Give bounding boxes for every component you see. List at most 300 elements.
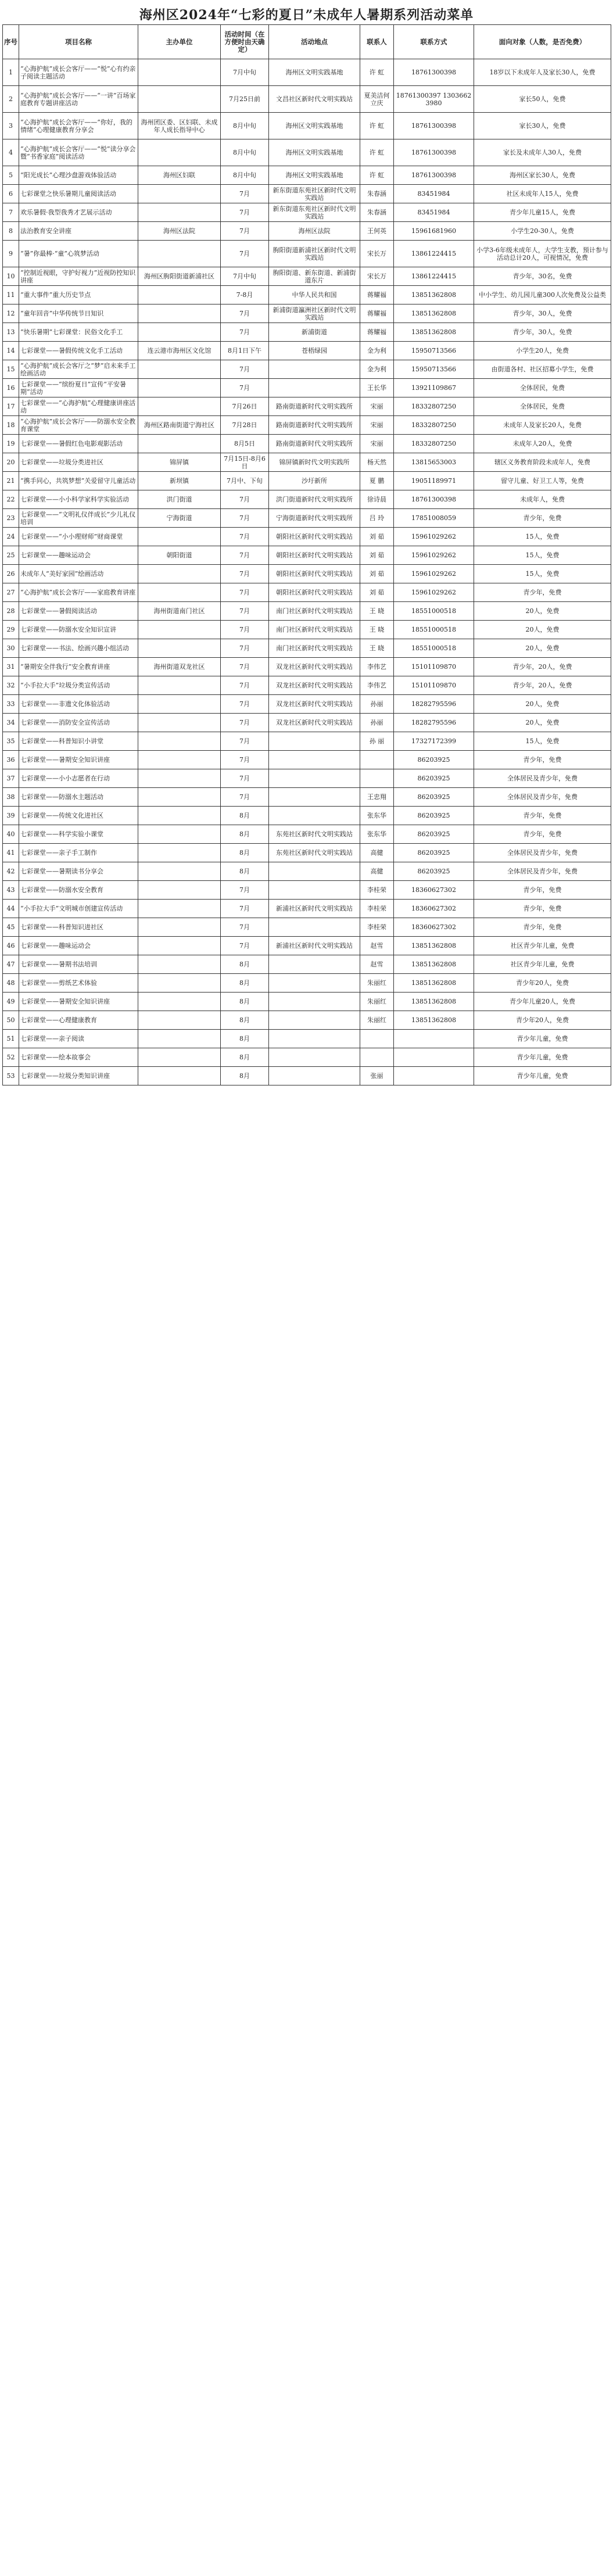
target-audience: 青少年，免费 [474, 881, 611, 900]
activity-location: 朝阳社区新时代文明实践站 [269, 528, 360, 546]
contact-person: 朱丽红 [360, 974, 394, 993]
activity-name: “控制近视眼，守护好视力”近视防控知识讲座 [19, 267, 138, 286]
target-audience: 家长30人，免费 [474, 113, 611, 139]
activity-location: 海州区文明实践基地 [269, 166, 360, 185]
target-audience: 全体居民及青少年，免费 [474, 844, 611, 862]
activity-location: 新东街道东苑社区新时代文明实践站 [269, 185, 360, 203]
contact-person: 宋丽 [360, 435, 394, 453]
table-row [3, 676, 611, 695]
contact-phone: 86203925 [394, 788, 474, 807]
table-row [3, 769, 611, 788]
contact-phone: 13851362808 [394, 955, 474, 974]
contact-person: 张东华 [360, 825, 394, 844]
activity-time: 8月1日下午 [221, 342, 269, 360]
target-audience: 青少年，免费 [474, 825, 611, 844]
table-row [3, 658, 611, 676]
column-header: 主办单位 [138, 25, 221, 59]
contact-person: 蒋耀福 [360, 323, 394, 342]
activity-time: 8月中旬 [221, 113, 269, 139]
activity-name: 七彩课堂——暑期安全知识讲座 [19, 751, 138, 769]
organizer [138, 844, 221, 862]
organizer: 海州区妇联 [138, 166, 221, 185]
contact-phone: 15961029262 [394, 583, 474, 602]
activity-name: 七彩课堂之快乐暑期儿童阅读活动 [19, 185, 138, 203]
activity-name: 七彩课堂——传统文化进社区 [19, 807, 138, 825]
organizer [138, 323, 221, 342]
column-header: 联系方式 [394, 25, 474, 59]
activity-name: 七彩课堂——非遗文化体验活动 [19, 695, 138, 714]
organizer [138, 1030, 221, 1048]
activity-name: 七彩课堂——暑期书法培训 [19, 955, 138, 974]
activity-location: 朝阳社区新时代文明实践站 [269, 583, 360, 602]
activity-time: 7月 [221, 937, 269, 955]
activity-name: 七彩课堂——趣味运动会 [19, 546, 138, 565]
table-row [3, 955, 611, 974]
contact-phone: 13851362808 [394, 304, 474, 323]
target-audience: 青少年，免费 [474, 509, 611, 528]
contact-person: 许 虹 [360, 113, 394, 139]
activity-time: 7月 [221, 241, 269, 267]
contact-person: 张丽 [360, 1067, 394, 1085]
activity-name: “心海护航”成长会客厅——“悦”读分享会暨“书香家庭”阅读活动 [19, 139, 138, 166]
contact-phone: 18761300398 [394, 59, 474, 86]
table-row [3, 546, 611, 565]
contact-person: 李桂荣 [360, 881, 394, 900]
activity-name: “心海护航”成长会客厅——防溺水安全教育课堂 [19, 416, 138, 435]
target-audience: 青少年，免费 [474, 918, 611, 937]
activity-time: 8月 [221, 974, 269, 993]
table-row [3, 1067, 611, 1085]
activity-location [269, 974, 360, 993]
table-row [3, 900, 611, 918]
row-number: 6 [3, 185, 19, 203]
activity-time: 7月 [221, 583, 269, 602]
row-number: 30 [3, 639, 19, 658]
activity-name: 七彩课堂——暑假阅读活动 [19, 602, 138, 621]
table-row [3, 881, 611, 900]
contact-phone: 83451984 [394, 185, 474, 203]
organizer [138, 59, 221, 86]
contact-person: 张东华 [360, 807, 394, 825]
activity-name: 七彩课堂——趣味运动会 [19, 937, 138, 955]
organizer: 洪门街道 [138, 490, 221, 509]
activity-name: 七彩课堂——暑假红色电影观影活动 [19, 435, 138, 453]
contact-phone: 86203925 [394, 769, 474, 788]
row-number: 8 [3, 222, 19, 241]
contact-person: 王何英 [360, 222, 394, 241]
activity-name: “暑期安全伴我行”安全教育讲座 [19, 658, 138, 676]
row-number: 26 [3, 565, 19, 583]
activity-name: “小手拉大手”文明城市创建宣传活动 [19, 900, 138, 918]
activity-time: 7月中旬 [221, 267, 269, 286]
activity-location: 新浦街道瀛洲社区新时代文明实践站 [269, 304, 360, 323]
activity-time: 7月 [221, 222, 269, 241]
contact-phone: 13861224415 [394, 267, 474, 286]
contact-person: 宋长万 [360, 267, 394, 286]
table-row [3, 472, 611, 490]
table-row [3, 751, 611, 769]
activity-location: 朐阳街道新浦社区新时代文明实践站 [269, 241, 360, 267]
row-number: 19 [3, 435, 19, 453]
row-number: 41 [3, 844, 19, 862]
activity-name: “童年回音”中华传统节日知识 [19, 304, 138, 323]
row-number: 36 [3, 751, 19, 769]
table-row [3, 435, 611, 453]
row-number: 20 [3, 453, 19, 472]
activity-name: 七彩课堂——“缤纷夏日”宣传“平安暑期”活动 [19, 379, 138, 397]
row-number: 7 [3, 203, 19, 222]
activity-location: 沙圩新所 [269, 472, 360, 490]
contact-person: 许 虹 [360, 59, 394, 86]
activity-location: 路南街道新时代文明实践所 [269, 397, 360, 416]
contact-person: 李伟艺 [360, 676, 394, 695]
organizer [138, 1048, 221, 1067]
activity-location [269, 862, 360, 881]
row-number: 32 [3, 676, 19, 695]
table-row [3, 788, 611, 807]
contact-phone: 18332807250 [394, 416, 474, 435]
activity-name: 七彩课堂——科学实验小课堂 [19, 825, 138, 844]
row-number: 10 [3, 267, 19, 286]
row-number: 24 [3, 528, 19, 546]
activity-time: 7月 [221, 509, 269, 528]
table-row [3, 86, 611, 113]
table-row [3, 602, 611, 621]
table-row [3, 509, 611, 528]
table-row [3, 993, 611, 1011]
activity-name: “阳光成长”心理沙盘游戏体验活动 [19, 166, 138, 185]
contact-person: 金为利 [360, 360, 394, 379]
activity-location: 新浦街道 [269, 323, 360, 342]
contact-person: 朱丽红 [360, 1011, 394, 1030]
contact-phone [394, 1030, 474, 1048]
table-row [3, 59, 611, 86]
activity-time: 7月 [221, 639, 269, 658]
activity-location: 新浦社区新时代文明实践站 [269, 900, 360, 918]
organizer [138, 639, 221, 658]
activity-location: 海州区文明实践基地 [269, 113, 360, 139]
activity-name: “携手同心，共筑梦想”关爱留守儿童活动 [19, 472, 138, 490]
row-number: 42 [3, 862, 19, 881]
row-number: 31 [3, 658, 19, 676]
activity-name: 七彩课堂——亲子手工制作 [19, 844, 138, 862]
target-audience: 20人，免费 [474, 602, 611, 621]
activity-location [269, 807, 360, 825]
activity-name: 七彩课堂——心理健康教育 [19, 1011, 138, 1030]
column-header: 活动地点 [269, 25, 360, 59]
activity-name: 七彩课堂——防溺水主题活动 [19, 788, 138, 807]
activity-name: “快乐暑期”七彩课堂：民俗文化手工 [19, 323, 138, 342]
organizer [138, 203, 221, 222]
organizer [138, 379, 221, 397]
activity-name: 七彩课堂——剪纸艺术体验 [19, 974, 138, 993]
target-audience: 全体居民，免费 [474, 379, 611, 397]
table-row [3, 1030, 611, 1048]
target-audience: 小学生20-30人，免费 [474, 222, 611, 241]
organizer [138, 304, 221, 323]
target-audience: 社区未成年人15人，免费 [474, 185, 611, 203]
organizer [138, 862, 221, 881]
contact-person: 刘 茹 [360, 565, 394, 583]
activity-location: 双龙社区新时代文明实践站 [269, 676, 360, 695]
row-number: 51 [3, 1030, 19, 1048]
table-row [3, 565, 611, 583]
table-body [3, 59, 611, 1085]
organizer [138, 788, 221, 807]
target-audience: 青少年儿童，免费 [474, 1048, 611, 1067]
target-audience: 18岁以下未成年人及家长30人，免费 [474, 59, 611, 86]
activity-location: 东苑社区新时代文明实践站 [269, 844, 360, 862]
table-row [3, 304, 611, 323]
organizer: 锦屏镇 [138, 453, 221, 472]
contact-phone: 15101109870 [394, 658, 474, 676]
table-row [3, 379, 611, 397]
activity-name: “小手拉大手”垃圾分类宣传活动 [19, 676, 138, 695]
table-row [3, 639, 611, 658]
target-audience: 15人，免费 [474, 546, 611, 565]
table-header-row [3, 25, 611, 59]
table-row [3, 1048, 611, 1067]
contact-person: 王 晓 [360, 621, 394, 639]
activity-time: 7月 [221, 714, 269, 732]
activity-time: 7月 [221, 695, 269, 714]
activity-name: “心海护航”成长会客厅——家庭教育讲座 [19, 583, 138, 602]
contact-person: 杨天然 [360, 453, 394, 472]
row-number: 9 [3, 241, 19, 267]
row-number: 33 [3, 695, 19, 714]
activity-time: 7月中旬 [221, 59, 269, 86]
activity-name: 法治教育安全讲座 [19, 222, 138, 241]
target-audience: 全体居民及青少年，免费 [474, 788, 611, 807]
table-row [3, 583, 611, 602]
organizer [138, 751, 221, 769]
activity-location [269, 1011, 360, 1030]
table-row [3, 397, 611, 416]
row-number: 11 [3, 286, 19, 304]
column-header: 序号 [3, 25, 19, 59]
activity-name: 七彩课堂——暑假传统文化手工活动 [19, 342, 138, 360]
contact-phone: 15961029262 [394, 546, 474, 565]
organizer [138, 621, 221, 639]
activity-location: 海州区文明实践基地 [269, 139, 360, 166]
activity-location: 新东街道东苑社区新时代文明实践站 [269, 203, 360, 222]
activity-time: 7月 [221, 602, 269, 621]
target-audience: 20人，免费 [474, 639, 611, 658]
contact-phone: 86203925 [394, 751, 474, 769]
activity-location: 双龙社区新时代文明实践站 [269, 714, 360, 732]
contact-person: 高健 [360, 862, 394, 881]
column-header: 活动时间（在方便时由天确定） [221, 25, 269, 59]
row-number: 2 [3, 86, 19, 113]
table-row [3, 185, 611, 203]
contact-person: 徐诗晨 [360, 490, 394, 509]
activity-location: 中华人民共和国 [269, 286, 360, 304]
contact-phone: 17851008059 [394, 509, 474, 528]
organizer [138, 881, 221, 900]
activity-name: “心海护航”成长会客厅——“一讲”百场家庭教育专题讲座活动 [19, 86, 138, 113]
activity-time: 8月 [221, 1011, 269, 1030]
activity-name: 七彩课堂——防溺水安全教育 [19, 881, 138, 900]
contact-phone: 15961029262 [394, 528, 474, 546]
contact-phone: 18761300397 13036623980 [394, 86, 474, 113]
row-number: 34 [3, 714, 19, 732]
row-number: 27 [3, 583, 19, 602]
row-number: 47 [3, 955, 19, 974]
target-audience: 留守儿童、好卫工人等，免费 [474, 472, 611, 490]
activity-location [269, 360, 360, 379]
table-row [3, 222, 611, 241]
contact-person: 朱丽红 [360, 993, 394, 1011]
row-number: 3 [3, 113, 19, 139]
activity-time: 7月 [221, 203, 269, 222]
activity-name: 七彩课堂——科普知识进社区 [19, 918, 138, 937]
table-row [3, 1011, 611, 1030]
contact-person: 夏 鹏 [360, 472, 394, 490]
organizer: 海州区朐阳街道新浦社区 [138, 267, 221, 286]
row-number: 50 [3, 1011, 19, 1030]
activity-location [269, 993, 360, 1011]
table-row [3, 714, 611, 732]
row-number: 40 [3, 825, 19, 844]
contact-person: 赵雪 [360, 937, 394, 955]
contact-person: 朱春涵 [360, 185, 394, 203]
contact-person: 宋丽 [360, 397, 394, 416]
contact-phone: 13851362808 [394, 974, 474, 993]
target-audience: 社区青少年儿童，免费 [474, 937, 611, 955]
activity-name: 未成年人“美好家园”绘画活动 [19, 565, 138, 583]
activity-location: 路南街道新时代文明实践所 [269, 435, 360, 453]
target-audience: 海州区家长30人，免费 [474, 166, 611, 185]
contact-phone: 13851362808 [394, 286, 474, 304]
table-row [3, 918, 611, 937]
column-header: 项目名称 [19, 25, 138, 59]
organizer [138, 825, 221, 844]
activity-time: 8月中旬 [221, 166, 269, 185]
table-row [3, 490, 611, 509]
contact-person: 许 虹 [360, 166, 394, 185]
activity-time: 7月 [221, 788, 269, 807]
activity-location: 文昌社区新时代文明实践站 [269, 86, 360, 113]
target-audience: 20人，免费 [474, 714, 611, 732]
organizer: 海州街道南门社区 [138, 602, 221, 621]
table-row [3, 360, 611, 379]
target-audience: 未成年人，免费 [474, 490, 611, 509]
contact-phone: 18360627302 [394, 918, 474, 937]
activity-location: 东苑社区新时代文明实践站 [269, 825, 360, 844]
organizer: 海州区路南街道宁海社区 [138, 416, 221, 435]
contact-phone: 15961681960 [394, 222, 474, 241]
activity-location [269, 1048, 360, 1067]
contact-person: 吕 玲 [360, 509, 394, 528]
activity-name: “心海护航”成长会客厅——“你好，我的情绪”心理健康教育分享会 [19, 113, 138, 139]
target-audience: 由街道各村、社区招募小学生，免费 [474, 360, 611, 379]
row-number: 48 [3, 974, 19, 993]
target-audience: 未成年人20人，免费 [474, 435, 611, 453]
contact-person [360, 751, 394, 769]
activity-time: 8月 [221, 862, 269, 881]
activity-name: 七彩课堂——垃圾分类进社区 [19, 453, 138, 472]
organizer: 朝阳街道 [138, 546, 221, 565]
row-number: 21 [3, 472, 19, 490]
organizer [138, 583, 221, 602]
contact-person: 李桂荣 [360, 918, 394, 937]
organizer: 海州街道双龙社区 [138, 658, 221, 676]
target-audience: 15人，免费 [474, 565, 611, 583]
organizer [138, 397, 221, 416]
contact-phone: 18282795596 [394, 695, 474, 714]
activity-name: 七彩课堂——“小小理财师”财商课堂 [19, 528, 138, 546]
contact-phone: 86203925 [394, 825, 474, 844]
row-number: 28 [3, 602, 19, 621]
activity-time: 7月 [221, 769, 269, 788]
activity-time: 7月 [221, 546, 269, 565]
row-number: 43 [3, 881, 19, 900]
organizer [138, 807, 221, 825]
organizer: 海州团区委、区妇联、未成年人成长指导中心 [138, 113, 221, 139]
activity-name: 七彩课堂——防溺水安全知识宣讲 [19, 621, 138, 639]
organizer [138, 695, 221, 714]
activity-time: 7月 [221, 185, 269, 203]
activity-time: 7月 [221, 900, 269, 918]
target-audience: 青少年，免费 [474, 900, 611, 918]
contact-person [360, 1048, 394, 1067]
target-audience: 青少年儿童，免费 [474, 1030, 611, 1048]
organizer [138, 86, 221, 113]
activity-time: 8月 [221, 1067, 269, 1085]
activity-time: 8月 [221, 955, 269, 974]
activity-time: 7月28日 [221, 416, 269, 435]
organizer [138, 937, 221, 955]
row-number: 39 [3, 807, 19, 825]
column-header: 联系人 [360, 25, 394, 59]
contact-phone: 18360627302 [394, 881, 474, 900]
column-header: 面向对象（人数，是否免费） [474, 25, 611, 59]
row-number: 18 [3, 416, 19, 435]
contact-person: 王长华 [360, 379, 394, 397]
activity-time: 7月 [221, 528, 269, 546]
target-audience: 中小学生、幼儿园儿童300人次免费及公益类 [474, 286, 611, 304]
table-row [3, 937, 611, 955]
contact-person: 蒋耀福 [360, 304, 394, 323]
page-title: 海州区2024年“七彩的夏日”未成年人暑期系列活动菜单 [139, 8, 474, 23]
activity-location: 路南街道新时代文明实践所 [269, 416, 360, 435]
organizer [138, 918, 221, 937]
organizer [138, 676, 221, 695]
target-audience: 家长50人，免费 [474, 86, 611, 113]
activity-time: 8月 [221, 1048, 269, 1067]
row-number: 52 [3, 1048, 19, 1067]
organizer [138, 286, 221, 304]
activity-name: 七彩课堂——亲子阅读 [19, 1030, 138, 1048]
organizer [138, 714, 221, 732]
contact-person: 夏美洁何立庆 [360, 86, 394, 113]
activity-name: 七彩课堂——暑期安全知识讲座 [19, 993, 138, 1011]
activity-time: 7月 [221, 360, 269, 379]
row-number: 45 [3, 918, 19, 937]
target-audience: 20人，免费 [474, 695, 611, 714]
contact-person: 孙丽 [360, 714, 394, 732]
organizer: 新坝镇 [138, 472, 221, 490]
table-row [3, 862, 611, 881]
activity-time: 7月 [221, 304, 269, 323]
organizer [138, 139, 221, 166]
organizer [138, 1067, 221, 1085]
contact-person: 宋丽 [360, 416, 394, 435]
table-row [3, 286, 611, 304]
activity-time: 7月中、下旬 [221, 472, 269, 490]
activity-location: 苍梧绿园 [269, 342, 360, 360]
row-number: 14 [3, 342, 19, 360]
